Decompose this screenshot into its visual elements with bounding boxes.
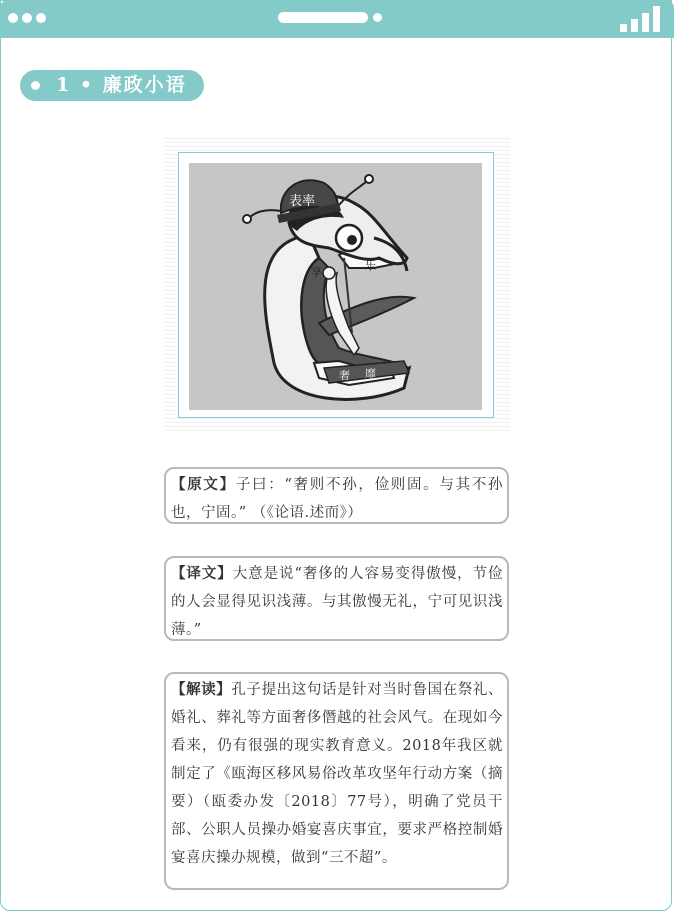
window-dot-icon — [36, 13, 46, 23]
card-interpretation — [164, 672, 509, 890]
section-heading — [20, 70, 204, 101]
bullet-dot-icon — [31, 81, 40, 90]
window-dot-icon — [8, 13, 18, 23]
phone-status-bar — [0, 0, 674, 38]
card-translation — [164, 556, 509, 641]
bottom-label-2: 靡 — [365, 367, 376, 380]
cartoon-image — [189, 163, 482, 410]
speaker-slot-icon — [278, 12, 368, 23]
card-original-text — [164, 467, 509, 524]
window-dot-icon — [22, 13, 32, 23]
tongue-label-2: 乐 — [365, 259, 376, 272]
section-heading-text: 1 • 廉政小语 — [56, 74, 187, 96]
tongue-label-1: 享 — [311, 265, 322, 278]
card-tag: 【原文】 — [171, 476, 236, 493]
hat-label: 表率 — [289, 194, 316, 209]
signal-bars-icon — [620, 6, 664, 32]
card-body: 孔子提出这句话是针对当时鲁国在祭礼、婚礼、葬礼等方面奢侈僭越的社会风气。在现如今看来，仍有很强的现实教育意义。2018年我区就制定了《瓯海区移风易俗改革攻坚年行动方案（摘要）（瓯委办发〔2018〕77号），明确了党员干部、公职人员操办婚宴喜庆事宜，要求严格控制婚宴喜庆操办规模，做到“三不超”。 — [171, 682, 504, 866]
card-tag: 【译文】 — [171, 565, 233, 582]
camera-dot-icon — [373, 13, 382, 22]
card-body: 子曰：“奢则不孙，俭则固。与其不孙也，宁固。” （《论语.述而》） — [171, 477, 504, 521]
card-body: 大意是说“奢侈的人容易变得傲慢，节俭的人会显得见识浅薄。与其傲慢无礼，宁可见识浅薄。” — [171, 566, 503, 638]
bottom-label-1: 奢 — [339, 369, 350, 382]
card-tag: 【解读】 — [171, 681, 232, 698]
